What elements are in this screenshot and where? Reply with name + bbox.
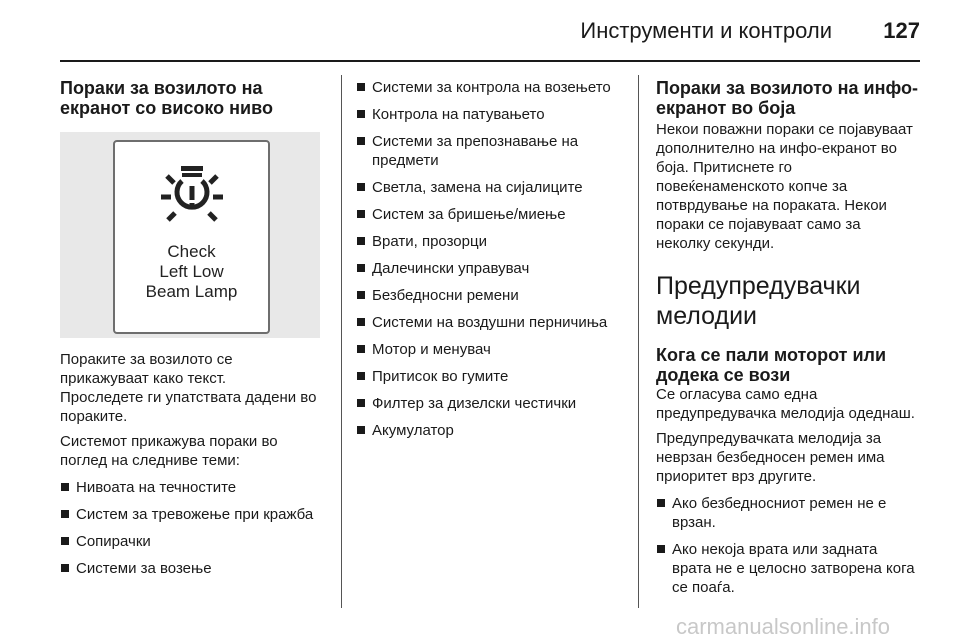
list-item: Системи на воздушни перничиња — [356, 313, 618, 332]
bullet-icon — [357, 264, 365, 272]
page-number: 127 — [883, 18, 920, 43]
paragraph: Проследете ги упатствата дадени во пораките. — [60, 389, 317, 425]
bullet-icon — [61, 510, 69, 518]
paragraph: Пораките за возилото се прикажуваат како текст. — [60, 351, 233, 387]
bullet-icon — [357, 426, 365, 434]
column-divider-2 — [638, 75, 639, 608]
bullet-icon — [357, 345, 365, 353]
bullet-icon — [357, 318, 365, 326]
list-item: Системи за возење — [60, 559, 322, 578]
bullet-icon — [357, 291, 365, 299]
section-heading-color-info-display: Пораки за возилото на инфо-екранот во боја — [656, 78, 918, 118]
paragraph: Се огласува само една предупредувачка мелодија одеднаш. — [656, 386, 915, 422]
list-item: Филтер за дизелски честички — [356, 394, 618, 413]
bullet-icon — [657, 499, 665, 507]
section-title-warning-chimes: Предупредувачки мелодии — [656, 272, 861, 330]
bullet-icon — [357, 210, 365, 218]
page-header — [60, 0, 920, 61]
column-3 — [656, 78, 918, 605]
list-item: Безбедносни ремени — [356, 286, 618, 305]
header-title: Инструменти и контроли — [580, 18, 832, 43]
display-screen — [113, 140, 270, 334]
list-item: Врати, прозорци — [356, 232, 618, 251]
list-item: Сопирачки — [60, 532, 322, 551]
paragraph: Системот прикажува пораки во поглед на следниве теми: — [60, 433, 278, 469]
list-item: Систем за бришење/миење — [356, 205, 618, 224]
bullet-icon — [357, 399, 365, 407]
section-heading-high-level-messages: Пораки за возилото на екранот со високо ниво — [60, 78, 273, 118]
list-item: Системи за препознавање на предмети — [356, 132, 618, 170]
list-item: Мотор и менувач — [356, 340, 618, 359]
bullet-icon — [61, 564, 69, 572]
list-item: Нивоата на течностите — [60, 478, 322, 497]
message-line-2: Left Low — [159, 262, 224, 281]
bullet-icon — [357, 237, 365, 245]
bullet-icon — [357, 83, 365, 91]
list-item: Притисок во гумите — [356, 367, 618, 386]
watermark: carmanualsonline.info — [676, 614, 891, 639]
list-item: Далечински управувач — [356, 259, 618, 278]
list-item: Акумулатор — [356, 421, 618, 440]
topic-list — [60, 478, 322, 578]
bullet-icon — [357, 372, 365, 380]
paragraph: Предупредувачката мелодија за неврзан безбедносен ремен има приоритет врз другите. — [656, 430, 885, 485]
list-item: Контрола на патувањето — [356, 105, 618, 124]
low-beam-lamp-fault-icon — [158, 160, 226, 226]
list-item: Ако некоја врата или задната врата не е целосно затворена кога се поаѓа. — [656, 540, 918, 597]
bullet-icon — [61, 537, 69, 545]
bullet-icon — [61, 483, 69, 491]
bullet-icon — [357, 183, 365, 191]
column-divider-1 — [341, 75, 342, 608]
list-item: Систем за тревожење при кражба — [60, 505, 322, 524]
column-1 — [60, 78, 322, 586]
paragraph: Некои поважни пораки се појавуваат дополнително на инфо-екранот во боја. Притиснете го повеќенаменското копче за потврдување на пораката. Некои пораки се појавуваат само за неколку секунди. — [656, 121, 913, 252]
bullet-icon — [357, 137, 365, 145]
list-item: Системи за контрола на возењето — [356, 78, 618, 97]
display-illustration — [60, 132, 320, 338]
chime-condition-list — [656, 494, 918, 597]
message-line-1: Check — [167, 242, 216, 261]
topic-list-continued — [356, 78, 618, 440]
bullet-icon — [357, 110, 365, 118]
header-rule — [60, 60, 920, 62]
column-2 — [356, 78, 618, 448]
list-item: Ако безбедносниот ремен не е врзан. — [656, 494, 918, 532]
message-line-3: Beam Lamp — [145, 282, 238, 301]
list-item: Светла, замена на сијалиците — [356, 178, 618, 197]
subheading-engine-start: Кога се пали моторот или додека се вози — [656, 345, 887, 385]
bullet-icon — [657, 545, 665, 553]
